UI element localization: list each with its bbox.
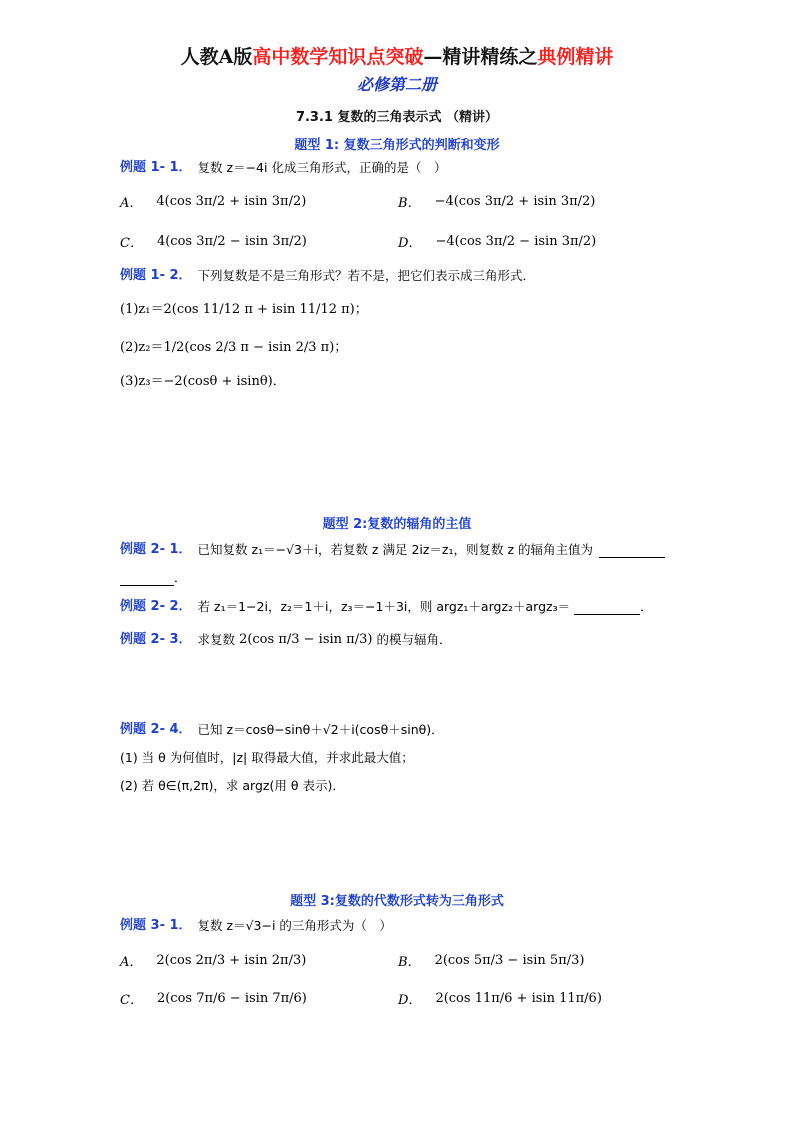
option-expression: 2(cos 5π/3 − isin 5π/3): [434, 953, 585, 968]
page-subtitle: 必修第二册: [356, 75, 437, 94]
answer-blank[interactable]: [599, 543, 665, 558]
answer-blank[interactable]: [574, 600, 640, 615]
example-2-3: [120, 630, 451, 650]
example-stem: 下列复数是不是三角形式？若不是，把它们表示成三角形式．: [197, 268, 536, 283]
option-a: [120, 192, 306, 211]
type1-heading: 题型 1: 复数三角形式的判断和变形: [294, 138, 500, 153]
sentence-end: ．: [640, 599, 653, 614]
option-letter: B．: [398, 955, 421, 970]
option-letter: C．: [120, 236, 143, 251]
option-letter: D．: [398, 993, 422, 1008]
option-b: [398, 951, 584, 970]
option-expression: 2(cos 2π/3 + isin 2π/3): [156, 953, 307, 968]
title-topic: 高中数学知识点突破: [252, 46, 424, 68]
option-c: [120, 989, 307, 1008]
sentence-end: ．: [174, 570, 187, 585]
title-focus: 典例精讲: [537, 46, 614, 68]
title-series: —精讲精练之: [423, 46, 538, 68]
example-stem: 已知复数 z₁＝−√3＋i，若复数 z 满足 2iz＝z₁，则复数 z 的辐角主值为: [197, 542, 594, 557]
option-letter: B．: [398, 196, 421, 211]
example-stem-end: 的模与辐角．: [376, 632, 452, 647]
example-label: 例题 2- 4．: [120, 722, 192, 737]
example-label: 例题 2- 3．: [120, 632, 192, 647]
option-letter: D．: [398, 236, 422, 251]
example-label: 例题 2- 1．: [120, 542, 192, 557]
example-label: 例题 2- 2．: [120, 599, 192, 614]
sub-item-1: (1) 当 θ 为何值时，|z| 取得最大值，并求此最大值；: [120, 750, 414, 765]
example-stem: 复数 z＝−4i 化成三角形式，正确的是（ ）: [197, 160, 447, 175]
type3-heading: 题型 3:复数的代数形式转为三角形式: [290, 894, 504, 909]
example-3-1: [120, 916, 392, 936]
option-d: [398, 989, 602, 1008]
option-letter: A．: [120, 955, 143, 970]
example-stem: 复数 z＝√3−i 的三角形式为（ ）: [197, 918, 392, 933]
type2-heading: 题型 2:复数的辐角的主值: [322, 517, 472, 532]
option-expression: −4(cos 3π/2 − isin 3π/2): [435, 234, 597, 249]
sub-item-2: (2) 若 θ∈(π,2π)，求 argz(用 θ 表示)．: [120, 778, 345, 793]
option-expression: 2(cos 7π/6 − isin 7π/6): [156, 991, 307, 1006]
option-b: [398, 192, 595, 211]
page-title: [0, 42, 794, 69]
example-label: 例题 1- 1．: [120, 160, 192, 175]
answer-blank[interactable]: [120, 571, 174, 586]
example-1-1: [120, 158, 446, 178]
option-letter: A．: [120, 196, 143, 211]
math-expression: 2(cos π/3 − isin π/3): [239, 632, 373, 647]
example-2-2: [120, 597, 653, 617]
section-title: 7.3.1 复数的三角表示式 （精讲）: [295, 110, 499, 125]
example-stem: 若 z₁＝1−2i，z₂＝1＋i，z₃＝−1＋3i，则 argz₁＋argz₂＋argz₃＝: [197, 599, 571, 614]
option-d: [398, 232, 596, 251]
option-c: [120, 232, 307, 251]
option-expression: 4(cos 3π/2 + isin 3π/2): [156, 194, 307, 209]
example-2-1: [120, 540, 665, 560]
example-1-2: [120, 266, 535, 286]
sub-item-1: (1)z₁＝2(cos 11/12 π + isin 11/12 π)；: [120, 302, 368, 317]
title-publisher: 人教A版: [180, 46, 253, 68]
option-expression: 2(cos 11π/6 + isin 11π/6): [435, 991, 602, 1006]
example-label: 例题 3- 1．: [120, 918, 192, 933]
example-stem: 已知 z＝cosθ−sinθ＋√2＋i(cosθ＋sinθ)．: [197, 722, 444, 737]
option-expression: 4(cos 3π/2 − isin 3π/2): [156, 234, 307, 249]
sub-item-2: (2)z₂＝1/2(cos 2/3 π − isin 2/3 π)；: [120, 340, 348, 355]
option-a: [120, 951, 306, 970]
example-2-1-continued: [120, 568, 187, 588]
example-label: 例题 1- 2．: [120, 268, 192, 283]
sub-item-3: (3)z₃＝−2(cosθ + isinθ)．: [120, 374, 286, 389]
option-letter: C．: [120, 993, 143, 1008]
example-stem: 求复数: [197, 632, 236, 647]
option-expression: −4(cos 3π/2 + isin 3π/2): [434, 194, 596, 209]
example-2-4: [120, 720, 444, 740]
